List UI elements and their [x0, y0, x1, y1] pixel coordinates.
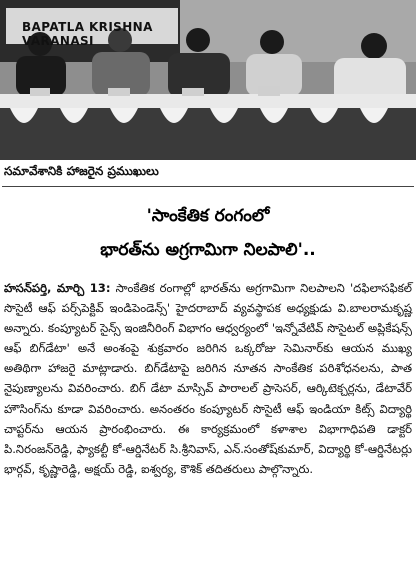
headline-line-1: 'సాంకేతిక రంగంలో: [146, 206, 270, 226]
article-text: సాంకేతిక రంగాల్లో భారత్‌ను అగ్రగామిగా నిలపాలని 'దఫిలాసఫికల్ సొసైటీ ఆఫ్ పర్స్‌పెక్టివ్ ఇండిపెండెన్స్' హైదరాబాద్ వ్యవస్థాపక అధ్యక్షుడు వి.బాలరామకృష్ణ అన్నారు. కంప్యూటర్ సైన్స్ ఇంజినీరింగ్ విభాగం ఆధ్వర్యంలో 'ఇన్నోవేటివ్ సొసైటల్ అప్లికేషన్స్ ఆఫ్ బిగ్‌డేటా' అనే అంశంపై శుక్రవారం జరిగిన ఒక్కరోజు సెమినార్‌కు ఆయన ముఖ్య అతిథిగా హాజరై మాట్లాడారు. బిగ్‌డేటాపై జరిగిన నూతన సాంకేతిక పరిశోధనలను, పాత నైపుణ్యాలను వివరించారు. బిగ్ డేటా మాస్సివ్ పారాలల్ ప్రాసెసర్, ఆర్కిటెక్చర్లను, డేటావేర్ హౌసింగ్‌ను కూడా వివరించారు. అనంతరం కంప్యూటర్ సొసైటీ ఆఫ్ ఇండియా కిట్స్ విద్యార్థి చాప్టర్‌ను ఆయన ప్రారంభించారు. ఈ కార్యక్రమంలో కళాశాల విభాగాధిపతి డాక్టర్ పి.నిరంజన్‌రెడ్డి, ఫ్యాకల్టీ కో-ఆర్డినేటర్ సి.శ్రీనివాస్, ఎన్.సంతోష్‌కుమార్, విద్యార్థి కో-ఆర్డినేటర్లు భార్గవ్, కృష్ణారెడ్డి, అక్షయ్ రెడ్డి, ఐశ్వర్య, కౌశిక్ తదితరులు పాల్గొన్నారు.: [4, 281, 412, 476]
dateline: హసన్‌పర్తి, మార్చి 13:: [4, 281, 111, 295]
headline-line-2: భారత్‌ను అగ్రగామిగా నిలపాలి'..: [100, 240, 316, 260]
divider: [2, 186, 414, 187]
banner-text: BAPATLA KRISHNA VARANASI: [22, 20, 153, 48]
news-photo: [0, 0, 416, 160]
photo-caption: సమావేశానికి హాజరైన ప్రముఖులు: [4, 164, 159, 178]
article-body: [4, 278, 412, 479]
